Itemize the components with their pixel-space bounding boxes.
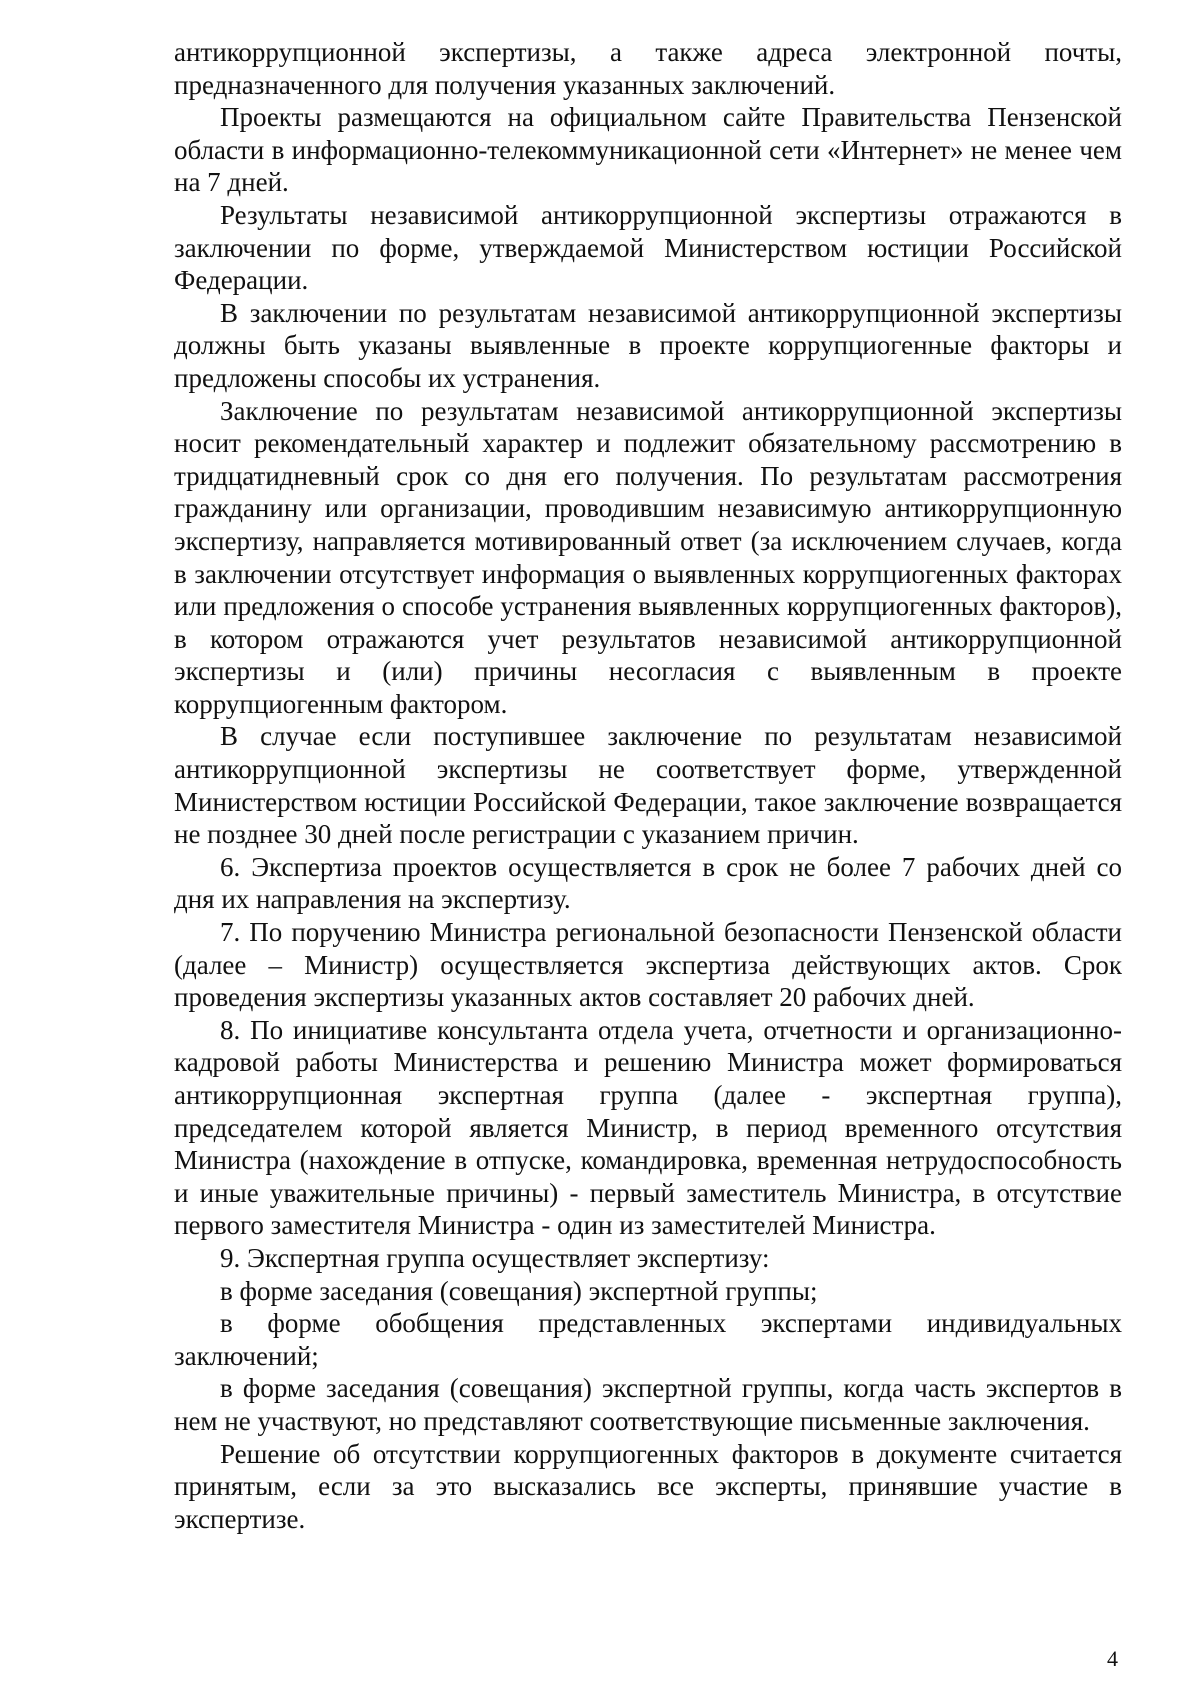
paragraph-continuation: антикоррупционной экспертизы, а также адреса электронной почты, предназначенного для получения указанных заключений. <box>174 37 1122 100</box>
paragraph-projects-published: Проекты размещаются на официальном сайте Правительства Пензенской области в информационно-телекоммуникационной сети «Интернет» не менее чем на 7 дней. <box>174 102 1122 198</box>
paragraph-form-meeting: в форме заседания (совещания) экспертной группы; <box>220 1275 818 1306</box>
paragraph-item-6: 6. Экспертиза проектов осуществляется в срок не более 7 рабочих дней со дня их направления на экспертизу. <box>174 851 1122 915</box>
paragraph-item-7: 7. По поручению Министра региональной безопасности Пензенской области (далее – Министр) осуществляется экспертиза действующих актов. Срок проведения экспертизы указанных актов составляет 20 рабочих дней. <box>174 917 1122 1013</box>
page-number: 4 <box>1107 1646 1118 1671</box>
paragraph-item-9: 9. Экспертная группа осуществляет экспертизу: <box>220 1242 770 1273</box>
document-body <box>174 36 1122 1535</box>
paragraph-results-reflected: Результаты независимой антикоррупционной экспертизы отражаются в заключении по форме, утверждаемой Министерством юстиции Российской Федерации. <box>174 199 1122 296</box>
paragraph-form-meeting-partial: в форме заседания (совещания) экспертной группы, когда часть экспертов в нем не участвуют, но представляют соответствующие письменные заключения. <box>174 1373 1122 1436</box>
paragraph-item-8: 8. По инициативе консультанта отдела учета, отчетности и организационно-кадровой работы Министерства и решению Министра может формироваться антикоррупционная экспертная группа (далее - экспертная группа), председателем которой является Министр, в период временного отсутствия Министра (нахождение в отпуске, командировка, временная нетрудоспособность и иные уважительные причины) - первый заместитель Министра, в отсутствие первого заместителя Министра - один из заместителей Министра. <box>174 1014 1122 1241</box>
paragraph-nonconforming-conclusion: В случае если поступившее заключение по результатам независимой антикоррупционной экспертизы не соответствует форме, утвержденной Министерством юстиции Российской Федерации, такое заключение возвращается не позднее 30 дней после регистрации с указанием причин. <box>174 721 1122 850</box>
paragraph-decision: Решение об отсутствии коррупциогенных факторов в документе считается принятым, если за это высказались все эксперты, принявшие участие в экспертизе. <box>174 1438 1122 1534</box>
paragraph-factors-indicated: В заключении по результатам независимой антикоррупционной экспертизы должны быть указаны выявленные в проекте коррупциогенные факторы и предложены способы их устранения. <box>174 297 1122 393</box>
paragraph-conclusion-review: Заключение по результатам независимой антикоррупционной экспертизы носит рекомендательный характер и подлежит обязательному рассмотрению в тридцатидневный срок со дня его получения. По результатам рассмотрения гражданину или организации, проводившим независимую антикоррупционную экспертизу, направляется мотивированный ответ (за исключением случаев, когда в заключении отсутствует информация о выявленных коррупциогенных факторах или предложения о способе устранения выявленных коррупциогенных факторов), в котором отражаются учет результатов независимой антикоррупционной экспертизы и (или) причины несогласия с выявленным в проекте коррупциогенным фактором. <box>174 395 1122 719</box>
paragraph-form-generalization: в форме обобщения представленных экспертами индивидуальных заключений; <box>174 1308 1122 1371</box>
